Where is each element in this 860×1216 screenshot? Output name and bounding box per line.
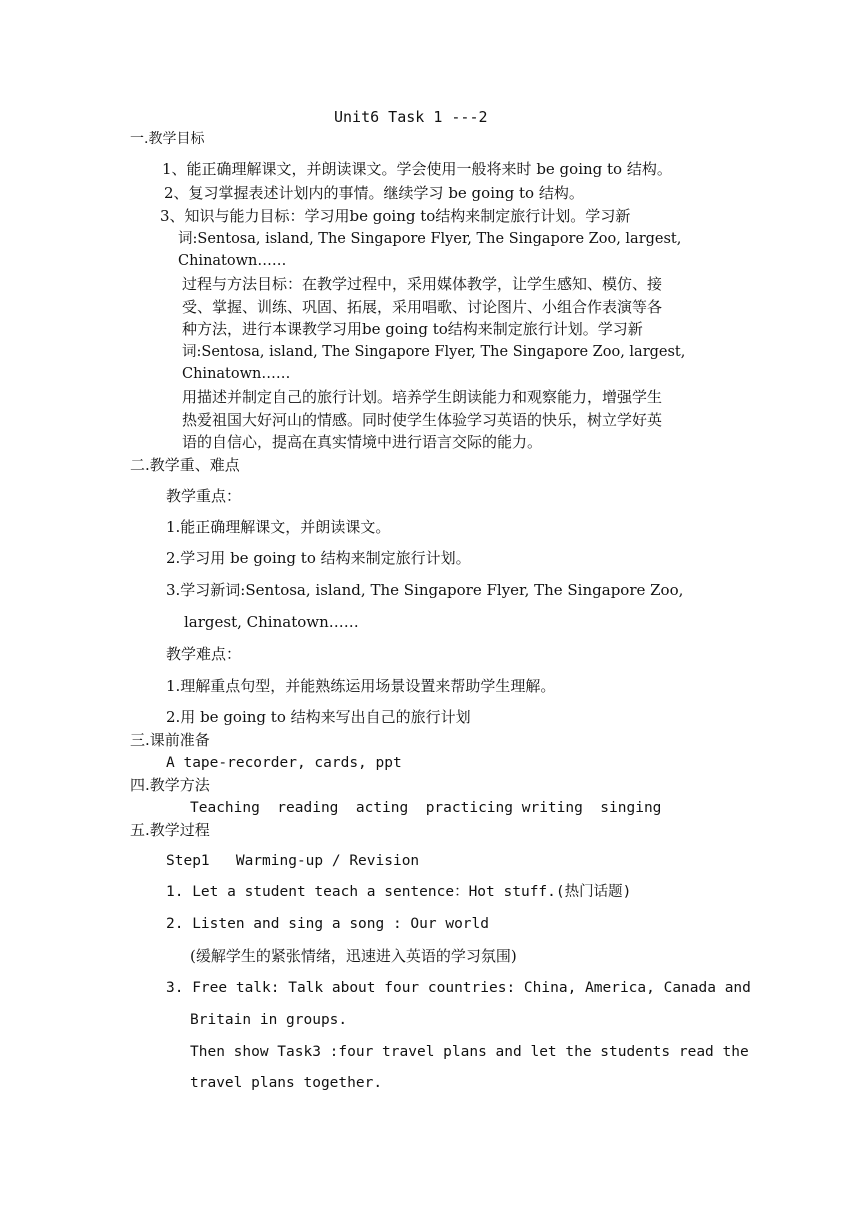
key-point-3-line-1: 3.学习新词:Sentosa, island, The Singapore Flyer, The Singapore Zoo,	[166, 581, 684, 599]
process-goal-line-2: 受、掌握、训练、巩固、拓展，采用唱歌、讨论图片、小组合作表演等各	[182, 298, 663, 316]
emotion-goal-line-1: 用描述并制定自己的旅行计划。培养学生朗读能力和观察能力，增强学生	[182, 388, 663, 406]
section-heading-goals: 一.教学目标	[130, 131, 205, 147]
emotion-goal-line-2: 热爱祖国大好河山的情感。同时使学生体验学习英语的快乐，树立学好英	[182, 411, 663, 429]
section-heading-methods: 四.教学方法	[130, 776, 210, 794]
section-heading-key-points: 二.教学重、难点	[130, 456, 240, 474]
process-item-3-line-4: travel plans together.	[190, 1075, 383, 1091]
process-item-2: 2. Listen and sing a song : Our world	[166, 916, 490, 932]
key-point-2: 2.学习用 be going to 结构来制定旅行计划。	[166, 549, 471, 567]
process-goal-line-3: 种方法，进行本课教学习用be going to结构来制定旅行计划。学习新	[182, 320, 643, 338]
goal-item-3-line-1: 3、知识与能力目标：学习用be going to结构来制定旅行计划。学习新	[160, 207, 631, 225]
process-item-1: 1. Let a student teach a sentence：Hot stuff.(热门话题)	[166, 884, 632, 900]
goal-item-3-line-2: 词:Sentosa, island, The Singapore Flyer, The Singapore Zoo, largest,	[178, 231, 682, 247]
process-goal-line-4: 词:Sentosa, island, The Singapore Flyer, The Singapore Zoo, largest,	[182, 344, 686, 360]
process-item-3-line-3: Then show Task3 :four travel plans and let the students read the	[190, 1044, 749, 1060]
difficulty-2: 2.用 be going to 结构来写出自己的旅行计划	[166, 708, 471, 726]
process-item-3-line-1: 3. Free talk: Talk about four countries: China, America, Canada and	[166, 980, 751, 996]
goal-item-3-line-3: Chinatown……	[178, 253, 287, 269]
goal-item-2: 2、复习掌握表述计划内的事情。继续学习 be going to 结构。	[164, 184, 584, 202]
section-heading-process: 五.教学过程	[130, 821, 210, 839]
goal-item-1: 1、能正确理解课文，并朗读课文。学会使用一般将来时 be going to 结构。	[162, 160, 672, 178]
step1-heading: Step1 Warming-up / Revision	[166, 853, 420, 869]
key-points-label: 教学重点：	[166, 487, 242, 505]
preparation-content: A tape-recorder, cards, ppt	[166, 755, 402, 771]
methods-content: Teaching reading acting practicing writing singing	[190, 800, 662, 816]
section-heading-preparation: 三.课前准备	[130, 731, 210, 749]
emotion-goal-line-3: 语的自信心，提高在真实情境中进行语言交际的能力。	[182, 433, 543, 451]
process-item-2-note: (缓解学生的紧张情绪，迅速进入英语的学习氛围)	[190, 947, 517, 965]
page-title: Unit6 Task 1 ---2	[334, 108, 488, 126]
key-point-1: 1.能正确理解课文，并朗读课文。	[166, 518, 391, 536]
key-point-3-line-2: largest, Chinatown……	[184, 613, 359, 631]
difficulty-1: 1.理解重点句型，并能熟练运用场景设置来帮助学生理解。	[166, 677, 556, 695]
process-goal-line-5: Chinatown……	[182, 366, 291, 382]
difficulty-label: 教学难点：	[166, 645, 242, 663]
process-item-3-line-2: Britain in groups.	[190, 1012, 348, 1028]
process-goal-line-1: 过程与方法目标：在教学过程中，采用媒体教学，让学生感知、模仿、接	[182, 275, 663, 293]
